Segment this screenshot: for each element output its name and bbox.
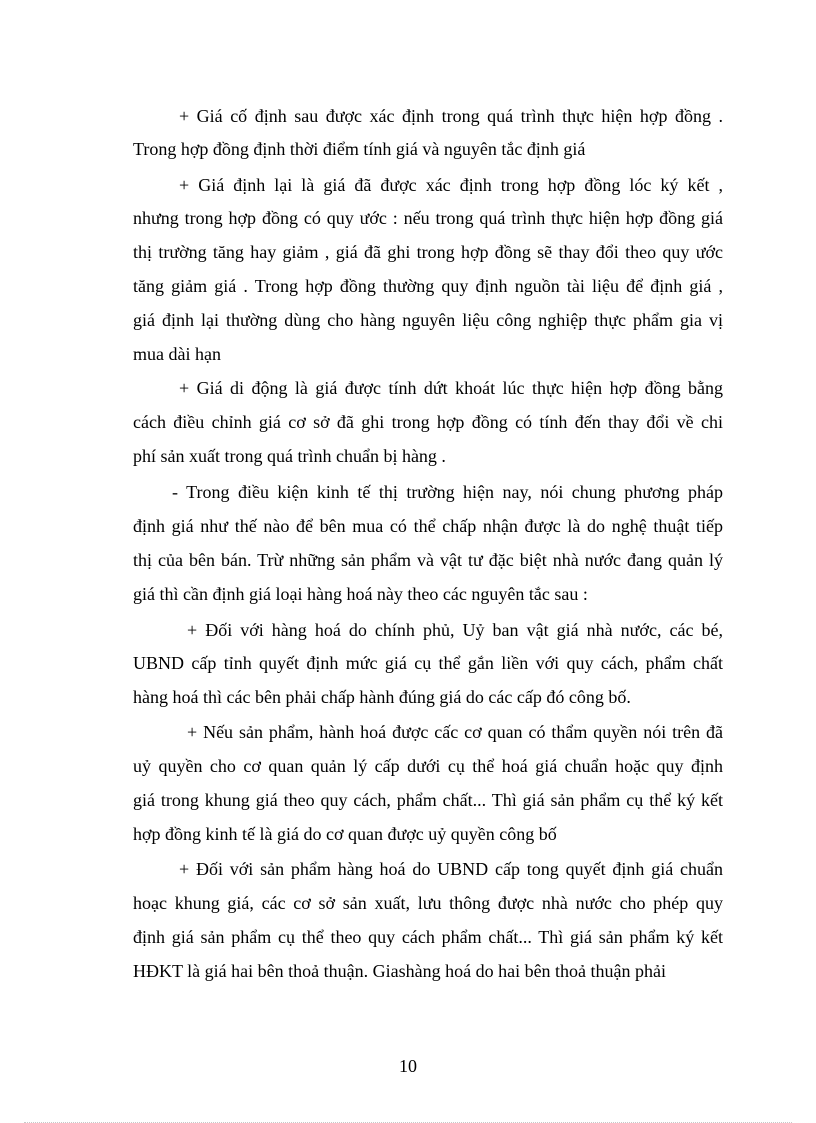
paragraph-7-line-2: hoạc khung giá, các cơ sở sản xuất, lưu thông được nhà nước cho phép quy [133,893,723,913]
paragraph-2-line-5: giá định lại thường dùng cho hàng nguyên liệu công nghiệp thực phẩm gia vị [133,310,723,330]
paragraph-7-line-3: định giá sản phẩm cụ thể theo quy cách phẩm chất... Thì giá sản phẩm ký kết [133,927,723,947]
paragraph-4-line-2: định giá như thế nào để bên mua có thể chấp nhận được là do nghệ thuật tiếp [133,516,723,536]
paragraph-3-line-3: phí sản xuất trong quá trình chuẩn bị hàng . [133,446,446,466]
paragraph-5-line-3: hàng hoá thì các bên phải chấp hành đúng giá do các cấp đó công bố. [133,687,631,707]
paragraph-2-line-3: thị trường tăng hay giảm , giá đã ghi trong hợp đồng sẽ thay đổi theo quy ước [133,242,723,262]
paragraph-7-line-4: HĐKT là giá hai bên thoả thuận. Giashàng hoá do hai bên thoả thuận phải [133,961,667,981]
paragraph-6-line-4: hợp đồng kinh tế là giá do cơ quan được uỷ quyền công bố [133,824,557,844]
paragraph-2-line-6: mua dài hạn [133,344,221,364]
paragraph-6-line-3: giá trong khung giá theo quy cách, phẩm chất... Thì giá sản phẩm cụ thể ký kết [133,790,723,810]
paragraph-4-line-1: - Trong điều kiện kinh tế thị trường hiện nay, nói chung phương pháp [172,482,723,502]
page-number: 10 [399,1056,417,1076]
paragraph-5-line-2: UBND cấp tỉnh quyết định mức giá cụ thể gắn liền với quy cách, phẩm chất [133,653,723,673]
paragraph-7-line-1: + Đối với sản phẩm hàng hoá do UBND cấp tong quyết định giá chuẩn [179,859,723,879]
paragraph-4-line-3: thị của bên bán. Trừ những sản phẩm và vật tư đặc biệt nhà nước đang quản lý [133,550,723,570]
paragraph-2-line-4: tăng giảm giá . Trong hợp đồng thường quy định nguồn tài liệu để định giá , [133,276,723,296]
paragraph-3-line-2: cách điều chỉnh giá cơ sở đã ghi trong hợp đồng có tính đến thay đổi về chi [133,412,723,432]
paragraph-3-line-1: + Giá di động là giá được tính dứt khoát lúc thực hiện hợp đồng bằng [179,378,723,398]
paragraph-4-line-4: giá thì cần định giá loại hàng hoá này theo các nguyên tắc sau : [133,584,588,604]
paragraph-1-line-2: Trong hợp đồng định thời điểm tính giá và nguyên tắc định giá [133,139,586,159]
paragraph-5-line-1: + Đối với hàng hoá do chính phủ, Uỷ ban vật giá nhà nước, các bé, [187,620,723,640]
paragraph-6-line-1: + Nếu sản phẩm, hành hoá được cấc cơ quan có thẩm quyền nói trên đã [187,722,723,742]
paragraph-6-line-2: uỷ quyền cho cơ quan quản lý cấp dưới cụ thể hoá giá chuẩn hoặc quy định [133,756,723,776]
paragraph-1-line-1: + Giá cố định sau được xác định trong quá trình thực hiện hợp đồng . [179,106,723,126]
paragraph-2-line-2: nhưng trong hợp đồng có quy ước : nếu trong quá trình thực hiện hợp đồng giá [133,208,723,228]
paragraph-2-line-1: + Giá định lại là giá đã được xác định trong hợp đồng lóc ký kết , [179,175,723,195]
